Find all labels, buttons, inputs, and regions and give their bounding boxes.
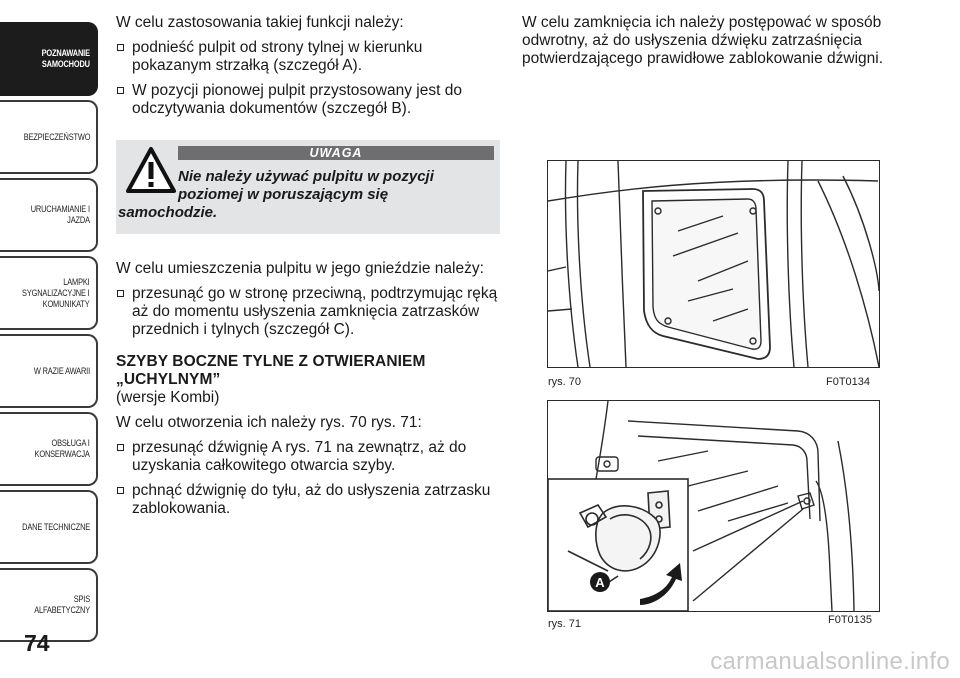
tab-label: URUCHAMIANIE I JAZDA: [30, 204, 90, 226]
tab-label: W RAZIE AWARII: [33, 365, 90, 377]
tab-lampki-sygnalizacyjne[interactable]: [0, 256, 98, 330]
callout-a-label: A: [595, 575, 605, 590]
list-item: przesunąć dźwignię A rys. 71 na zewnątrz, aż do uzyskania całkowitego otwarcia szyby.: [116, 439, 500, 475]
tab-label: POZNAWANIE SAMOCHODU: [41, 48, 90, 70]
tab-label: BEZPIECZEŃSTWO: [23, 131, 90, 143]
figure-rys-70: [547, 160, 880, 368]
tab-obsluga-i-konserwacja[interactable]: [0, 412, 98, 486]
tab-label: SPIS ALFABETYCZNY: [34, 594, 90, 616]
section-heading-line-1: SZYBY BOCZNE TYLNE Z OTWIERANIEM: [116, 353, 426, 370]
warning-line-2: poziomej w poruszającym się: [178, 186, 389, 203]
figure-code: F0T0134: [826, 376, 871, 388]
figure-rys-71: [547, 400, 880, 612]
warning-line-3: samochodzie.: [118, 204, 218, 221]
list-item: pchnąć dźwignię do tyłu, aż do usłyszenia zatrzasku zablokowania.: [116, 482, 500, 518]
tab-poznawanie-samochodu[interactable]: [0, 22, 98, 96]
section-heading-line-2: „UCHYLNYM”: [116, 371, 221, 388]
section-heading: [116, 353, 500, 389]
window-lever-illustration: [548, 401, 879, 611]
warning-box: [116, 140, 500, 234]
closing-text: W celu zamknięcia ich należy postępować w sposób odwrotny, aż do usłyszenia dźwięku zatrzaśnięcia potwierdzającego prawidłowe zablokowanie dźwigni.: [522, 14, 884, 67]
intro-text-3: W celu otworzenia ich należy rys. 70 rys. 71:: [116, 414, 422, 431]
figure-caption: rys. 70: [548, 376, 582, 388]
side-window-illustration: [548, 161, 879, 367]
tab-label: OBSŁUGA I KONSERWACJA: [34, 438, 90, 460]
tab-bezpieczenstwo[interactable]: [0, 100, 98, 174]
watermark: carmanualsonline.info: [710, 648, 950, 675]
intro-text-2: W celu umieszczenia pulpitu w jego gnieździe należy:: [116, 260, 484, 277]
tab-label: LAMPKI SYGNALIZACYJNE I KOMUNIKATY: [22, 276, 90, 310]
warning-line-1: Nie należy używać pulpitu w pozycji: [178, 168, 434, 185]
list-item: podnieść pulpit od strony tylnej w kierunku pokazanym strzałką (szczegół A).: [116, 39, 500, 75]
right-column: [522, 14, 902, 75]
tab-dane-techniczne[interactable]: [0, 490, 98, 564]
section-subheading: (wersje Kombi): [116, 389, 220, 406]
figure-caption: rys. 71: [548, 618, 582, 630]
list-item: W pozycji pionowej pulpit przystosowany jest do odczytywania dokumentów (szczegół B).: [116, 82, 500, 118]
list-item: przesunąć go w stronę przeciwną, podtrzymując ręką aż do momentu usłyszenia zamknięcia zatrzasków przednich i tylnych (szczegół C).: [116, 285, 500, 339]
warning-text: [116, 168, 496, 222]
intro-text: W celu zastosowania takiej funkcji należy:: [116, 14, 404, 31]
page-number: 74: [24, 630, 50, 656]
tab-label: DANE TECHNICZNE: [22, 521, 90, 533]
warning-title: UWAGA: [178, 146, 494, 160]
figure-code: F0T0135: [828, 614, 873, 626]
tab-w-razie-awarii[interactable]: [0, 334, 98, 408]
left-column: [116, 14, 500, 525]
tab-uruchamianie-i-jazda[interactable]: [0, 178, 98, 252]
